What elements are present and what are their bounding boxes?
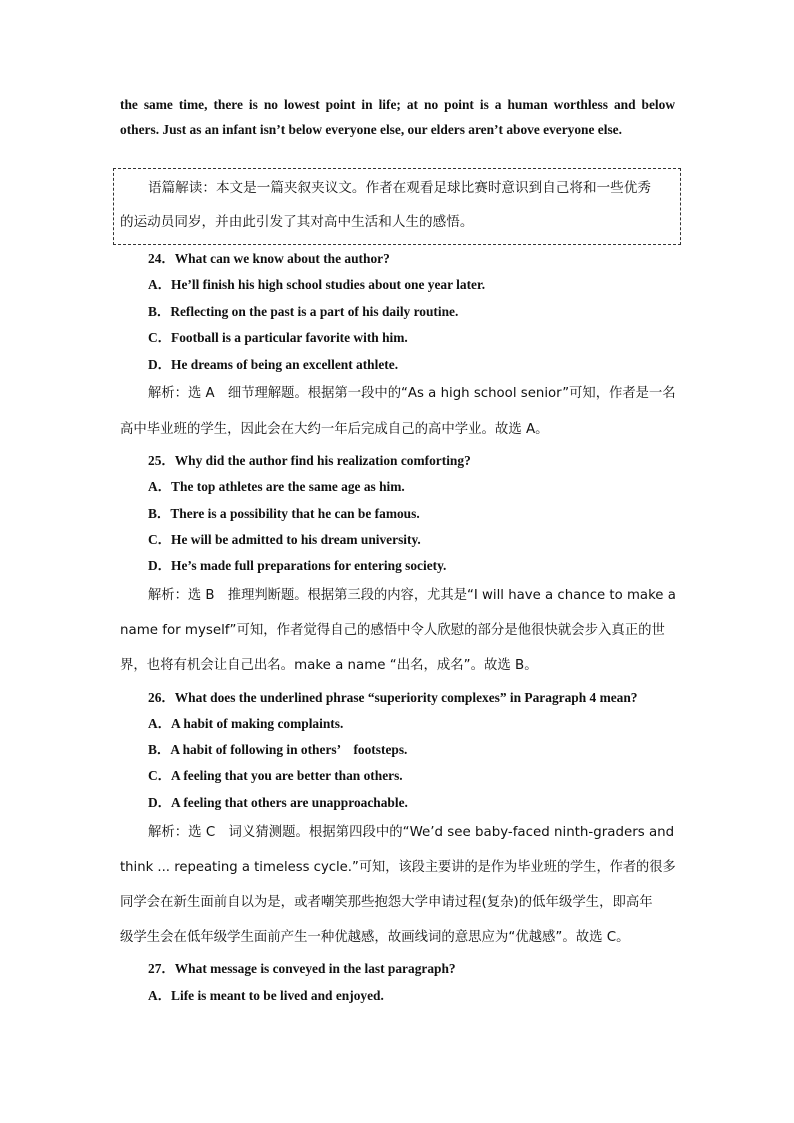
- question-26: 26．What does the underlined phrase “superiority complexes” in Paragraph 4 mean?: [148, 690, 638, 705]
- q26-option-d: D．A feeling that others are unapproachable.: [148, 795, 408, 810]
- q26-option-b: B．A habit of following in others’ footsteps.: [148, 742, 408, 757]
- intro-line-2: others. Just as an infant isn’t below everyone else, our elders aren’t above everyone else.: [120, 122, 622, 137]
- q25-option-c: C．He will be admitted to his dream university.: [148, 532, 421, 547]
- question-24: 24．What can we know about the author?: [148, 251, 390, 266]
- q25-option-d: D．He’s made full preparations for entering society.: [148, 558, 447, 573]
- q26-analysis-line-4: 级学生会在低年级学生面前产生一种优越感，故画线词的意思应为“优越感”。故选 C。: [120, 930, 630, 945]
- question-25: 25．Why did the author find his realization comforting?: [148, 453, 471, 468]
- q25-option-a: A．The top athletes are the same age as him.: [148, 479, 405, 494]
- q24-option-d: D．He dreams of being an excellent athlete.: [148, 357, 399, 372]
- q26-option-c: C．A feeling that you are better than others.: [148, 768, 403, 783]
- q24-analysis-line-2: 高中毕业班的学生，因此会在大约一年后完成自己的高中学业。故选 A。: [120, 422, 549, 437]
- q26-analysis-line-3: 同学会在新生面前自以为是，或者嘲笑那些抱怨大学申请过程(复杂)的低年级学生，即高年: [120, 895, 653, 910]
- summary-line-1: 语篇解读：本文是一篇夹叙夹议文。作者在观看足球比赛时意识到自己将和一些优秀: [148, 180, 651, 196]
- q25-option-b: B．There is a possibility that he can be famous.: [148, 506, 420, 521]
- q25-analysis-line-2: name for myself”可知，作者觉得自己的感悟中令人欣慰的部分是他很快就会步入真正的世: [120, 623, 665, 638]
- q24-option-a: A．He’ll finish his high school studies about one year later.: [148, 277, 486, 292]
- q24-analysis-line-1: 解析：选 A 细节理解题。根据第一段中的“As a high school senior”可知，作者是一名: [148, 386, 676, 401]
- q26-analysis-line-1: 解析：选 C 词义猜测题。根据第四段中的“We’d see baby-faced ninth-graders and: [148, 825, 675, 840]
- q26-option-a: A．A habit of making complaints.: [148, 716, 344, 731]
- q24-option-b: B．Reflecting on the past is a part of his daily routine.: [148, 304, 459, 319]
- q24-option-c: C．Football is a particular favorite with him.: [148, 330, 408, 345]
- q26-analysis-line-2: think ... repeating a timeless cycle.”可知，该段主要讲的是作为毕业班的学生，作者的很多: [120, 860, 676, 875]
- intro-line-1: the same time, there is no lowest point in life; at no point is a human worthless and below: [120, 97, 675, 112]
- q25-analysis-line-3: 界，也将有机会让自己出名。make a name “出名，成名”。故选 B。: [120, 658, 538, 673]
- summary-line-2: 的运动员同岁，并由此引发了其对高中生活和人生的感悟。: [120, 214, 474, 230]
- q27-option-a: A．Life is meant to be lived and enjoyed.: [148, 988, 384, 1003]
- q25-analysis-line-1: 解析：选 B 推理判断题。根据第三段的内容，尤其是“I will have a chance to make a: [148, 588, 676, 603]
- question-27: 27．What message is conveyed in the last paragraph?: [148, 961, 456, 976]
